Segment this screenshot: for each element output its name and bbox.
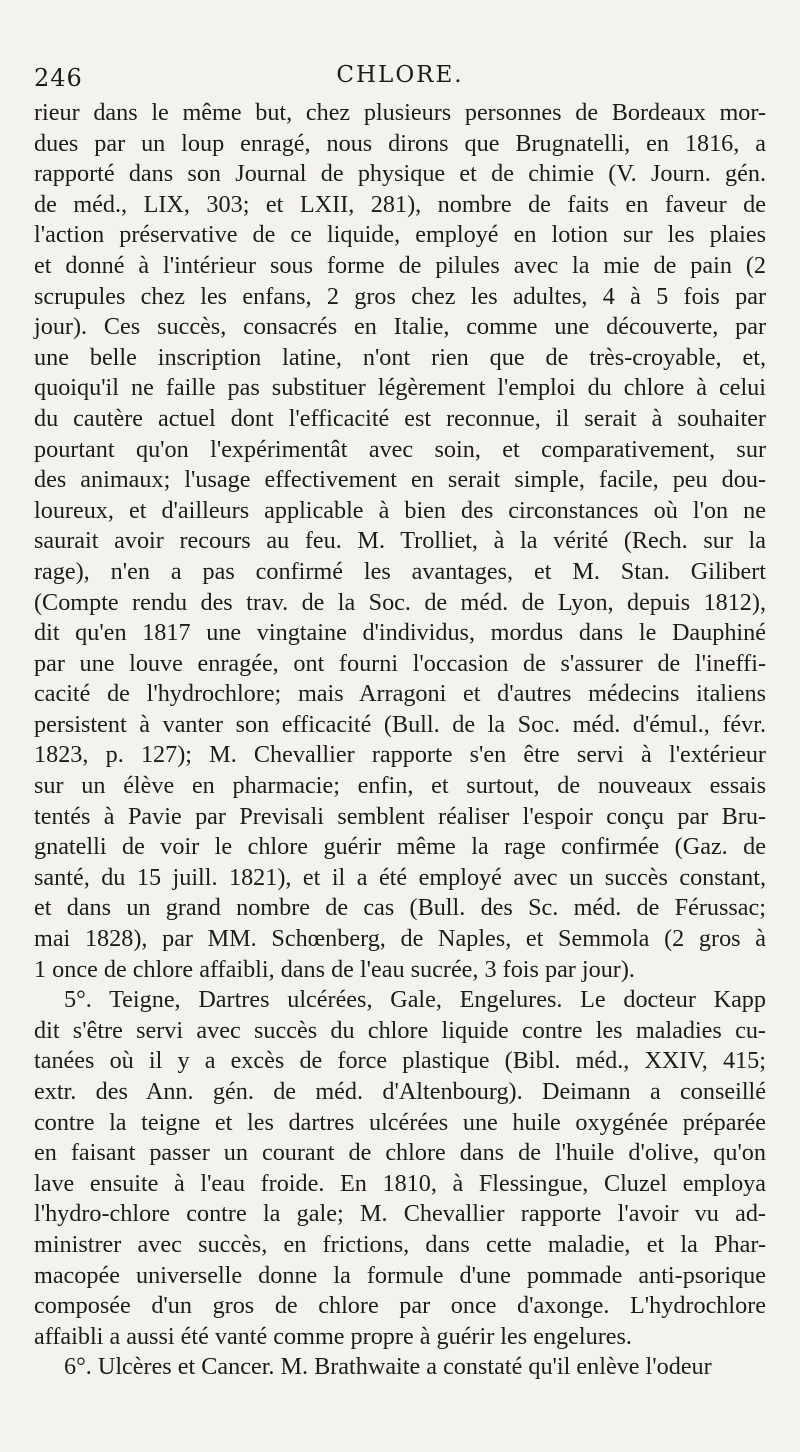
text-line: persistent à vanter son efficacité (Bull. de la Soc. méd. d'émul., févr. — [34, 710, 766, 738]
text-line: 6°. Ulcères et Cancer. M. Brathwaite a constaté qu'il enlève l'odeur — [64, 1353, 712, 1381]
running-head: CHLORE. — [336, 62, 464, 88]
page-header — [34, 54, 766, 98]
text-line: en faisant passer un courant de chlore dans de l'huile d'olive, qu'on — [34, 1139, 766, 1167]
text-line: tanées où il y a excès de force plastique (Bibl. méd., XXIV, 415; — [34, 1047, 766, 1075]
text-line: par une louve enragée, ont fourni l'occasion de s'assurer de l'ineffi- — [34, 649, 766, 677]
text-line: du cautère actuel dont l'efficacité est reconnue, il serait à souhaiter — [34, 404, 766, 432]
text-line: l'hydro-chlore contre la gale; M. Chevallier rapporte l'avoir vu ad- — [34, 1200, 766, 1228]
text-line: cacité de l'hydrochlore; mais Arragoni et d'autres médecins italiens — [34, 680, 766, 708]
text-line: macopée universelle donne la formule d'une pommade anti-psorique — [34, 1261, 766, 1289]
text-line: scrupules chez les enfans, 2 gros chez les adultes, 4 à 5 fois par — [34, 282, 766, 310]
text-line: et dans un grand nombre de cas (Bull. des Sc. méd. de Férussac; — [34, 894, 766, 922]
text-line: dit qu'en 1817 une vingtaine d'individus, mordus dans le Dauphiné — [34, 619, 766, 647]
text-line: jour). Ces succès, consacrés en Italie, comme une découverte, par — [34, 313, 766, 341]
text-line: une belle inscription latine, n'ont rien que de très-croyable, et, — [34, 343, 766, 371]
text-line: tentés à Pavie par Previsali semblent réaliser l'espoir conçu par Bru- — [34, 802, 766, 830]
text-line: 1823, p. 127); M. Chevallier rapporte s'en être servi à l'extérieur — [34, 741, 766, 769]
page-number: 246 — [34, 64, 83, 92]
text-line: et donné à l'intérieur sous forme de pilules avec la mie de pain (2 — [34, 251, 766, 279]
text-line: mai 1828), par MM. Schœnberg, de Naples, et Semmola (2 gros à — [34, 925, 766, 953]
text-line: composée d'un gros de chlore par once d'axonge. L'hydrochlore — [34, 1292, 766, 1320]
text-line: 5°. Teigne, Dartres ulcérées, Gale, Engelures. Le docteur Kapp — [64, 986, 766, 1014]
text-line: de méd., LIX, 303; et LXII, 281), nombre de faits en faveur de — [34, 190, 766, 218]
text-line: lave ensuite à l'eau froide. En 1810, à Flessingue, Cluzel employa — [34, 1169, 766, 1197]
text-line: 1 once de chlore affaibli, dans de l'eau sucrée, 3 fois par jour). — [34, 955, 635, 983]
text-line: sur un élève en pharmacie; enfin, et surtout, de nouveaux essais — [34, 772, 766, 800]
text-line: affaibli a aussi été vanté comme propre à guérir les engelures. — [34, 1322, 632, 1350]
text-line: l'action préservative de ce liquide, employé en lotion sur les plaies — [34, 221, 766, 249]
text-line: des animaux; l'usage effectivement en serait simple, facile, peu dou- — [34, 466, 766, 494]
text-line: ministrer avec succès, en frictions, dans cette maladie, et la Phar- — [34, 1230, 766, 1258]
text-line: loureux, et d'ailleurs applicable à bien des circonstances où l'on ne — [34, 496, 766, 524]
text-line: (Compte rendu des trav. de la Soc. de méd. de Lyon, depuis 1812), — [34, 588, 766, 616]
text-line: dit s'être servi avec succès du chlore liquide contre les maladies cu- — [34, 1016, 766, 1044]
text-line: gnatelli de voir le chlore guérir même la rage confirmée (Gaz. de — [34, 833, 766, 861]
text-line: saurait avoir recours au feu. M. Trolliet, à la vérité (Rech. sur la — [34, 527, 766, 555]
text-line: rieur dans le même but, chez plusieurs personnes de Bordeaux mor- — [34, 99, 766, 126]
text-line: rapporté dans son Journal de physique et de chimie (V. Journ. gén. — [34, 160, 766, 188]
text-line: extr. des Ann. gén. de méd. d'Altenbourg). Deimann a conseillé — [34, 1078, 766, 1105]
text-line: pourtant qu'on l'expérimentât avec soin, et comparativement, sur — [34, 435, 766, 463]
text-line: dues par un loup enragé, nous dirons que Brugnatelli, en 1816, a — [34, 129, 766, 157]
text-line: contre la teigne et les dartres ulcérées une huile oxygénée préparée — [34, 1108, 766, 1136]
body-text — [34, 98, 766, 1383]
text-line: quoiqu'il ne faille pas substituer légèrement l'emploi du chlore à celui — [34, 374, 766, 402]
text-line: rage), n'en a pas confirmé les avantages, et M. Stan. Gilibert — [34, 557, 766, 585]
text-line: santé, du 15 juill. 1821), et il a été employé avec un succès constant, — [34, 863, 766, 891]
